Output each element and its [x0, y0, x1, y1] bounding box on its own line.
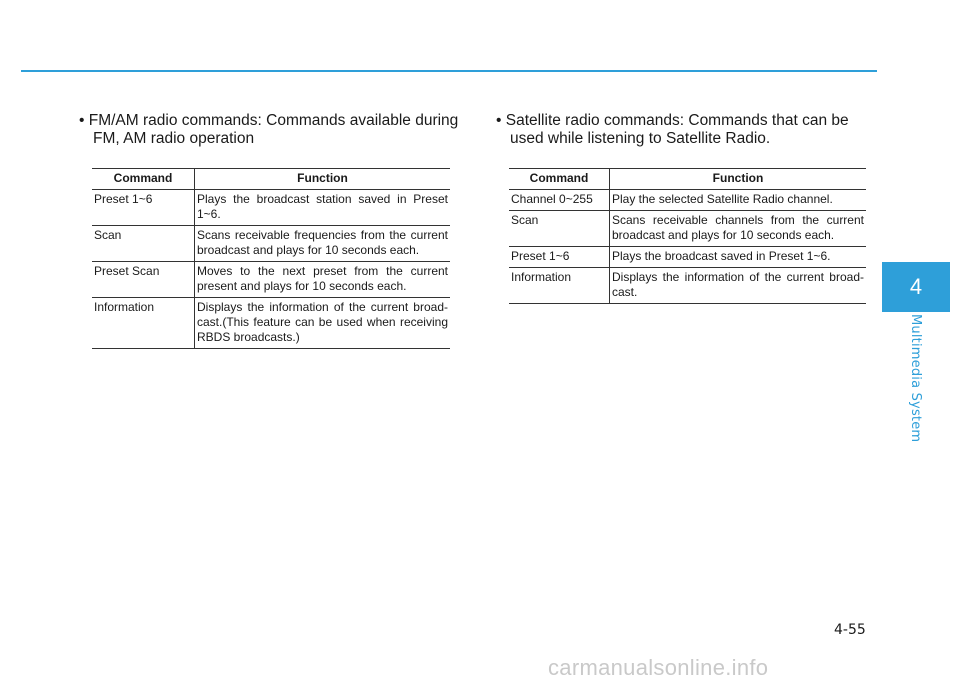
function-cell: Plays the broadcast saved in Preset 1~6.: [610, 247, 867, 268]
command-cell: Information: [92, 298, 195, 349]
table-row: [92, 226, 450, 262]
command-cell: Channel 0~255: [509, 190, 610, 211]
table-row: [509, 211, 866, 247]
satellite-command-table: [509, 168, 866, 304]
table-row: [509, 268, 866, 304]
function-cell: Scans receivable frequencies from the current broadcast and plays for 10 seconds each.: [195, 226, 451, 262]
function-cell: Displays the information of the current broad-cast.: [610, 268, 867, 304]
command-header: Command: [92, 169, 195, 190]
command-cell: Preset Scan: [92, 262, 195, 298]
table-row: [92, 262, 450, 298]
table-row: [92, 298, 450, 349]
command-cell: Scan: [509, 211, 610, 247]
page-number: 4-55: [834, 622, 866, 638]
command-cell: Information: [509, 268, 610, 304]
command-cell: Scan: [92, 226, 195, 262]
chapter-number-tab: 4: [882, 262, 950, 312]
fm-am-intro-line2: FM, AM radio operation: [93, 130, 255, 147]
command-cell: Preset 1~6: [92, 190, 195, 226]
fm-am-intro: [79, 112, 463, 148]
table-row: [509, 247, 866, 268]
satellite-intro: [496, 112, 877, 148]
fm-am-command-table: [92, 168, 450, 349]
function-cell: Moves to the next preset from the current present and plays for 10 seconds each.: [195, 262, 451, 298]
table-row: [92, 190, 450, 226]
satellite-intro-line1: • Satellite radio commands: Commands that can be: [496, 112, 849, 129]
table-row: [509, 190, 866, 211]
satellite-intro-line2: used while listening to Satellite Radio.: [510, 130, 771, 147]
command-cell: Preset 1~6: [509, 247, 610, 268]
function-cell: Plays the broadcast station saved in Preset 1~6.: [195, 190, 451, 226]
function-cell: Displays the information of the current broad-cast.(This feature can be used when receiving RBDS broadcasts.): [195, 298, 451, 349]
function-header: Function: [195, 169, 451, 190]
fm-am-intro-line1: • FM/AM radio commands: Commands available during: [79, 112, 459, 129]
command-header: Command: [509, 169, 610, 190]
chapter-title: Multimedia System: [908, 314, 923, 443]
watermark: carmanualsonline.info: [548, 655, 769, 680]
top-rule: [21, 70, 877, 72]
function-cell: Play the selected Satellite Radio channel.: [610, 190, 867, 211]
function-header: Function: [610, 169, 867, 190]
table-header-row: [92, 169, 450, 190]
function-cell: Scans receivable channels from the current broadcast and plays for 10 seconds each.: [610, 211, 867, 247]
table-header-row: [509, 169, 866, 190]
